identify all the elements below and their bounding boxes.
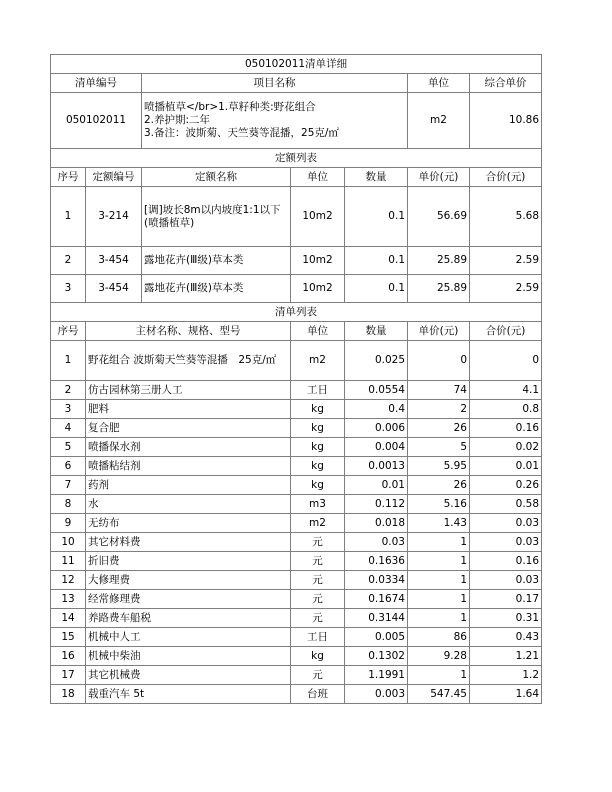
material-total: 4.1: [470, 381, 542, 400]
quota-code: 3-454: [86, 275, 142, 303]
material-name: 机械中人工: [86, 628, 291, 647]
quota-total: 2.59: [470, 247, 542, 275]
quota-header: 定额名称: [142, 168, 291, 187]
material-no: 11: [51, 552, 86, 571]
material-name: 其它机械费: [86, 666, 291, 685]
material-price: 5.16: [408, 495, 470, 514]
sheet-title: 050102011清单详细: [51, 55, 542, 74]
quota-no: 1: [51, 187, 86, 247]
quota-header: 数量: [345, 168, 408, 187]
material-row: [51, 628, 542, 647]
material-no: 16: [51, 647, 86, 666]
material-total: 0.31: [470, 609, 542, 628]
quota-unit: 10m2: [291, 247, 345, 275]
material-price: 1: [408, 552, 470, 571]
material-unit: m2: [291, 514, 345, 533]
quota-qty: 0.1: [345, 187, 408, 247]
quota-no: 3: [51, 275, 86, 303]
material-row: [51, 457, 542, 476]
quota-qty: 0.1: [345, 275, 408, 303]
material-row: [51, 666, 542, 685]
material-name: 喷播保水剂: [86, 438, 291, 457]
material-row: [51, 438, 542, 457]
material-unit: 元: [291, 609, 345, 628]
material-unit: kg: [291, 419, 345, 438]
material-unit: m3: [291, 495, 345, 514]
material-name: 大修理费: [86, 571, 291, 590]
material-name: 复合肥: [86, 419, 291, 438]
material-qty: 1.1991: [345, 666, 408, 685]
material-qty: 0.03: [345, 533, 408, 552]
quota-name: [调]坡长8m以内坡度1:1以下(喷播植草): [142, 187, 291, 247]
material-qty: 0.003: [345, 685, 408, 704]
item-price: 10.86: [470, 93, 542, 149]
material-total: 0.26: [470, 476, 542, 495]
material-name: 无纺布: [86, 514, 291, 533]
material-name: 喷播粘结剂: [86, 457, 291, 476]
material-unit: 元: [291, 666, 345, 685]
material-unit: 元: [291, 552, 345, 571]
material-total: 1.21: [470, 647, 542, 666]
material-unit: m2: [291, 341, 345, 381]
material-row: [51, 552, 542, 571]
material-no: 17: [51, 666, 86, 685]
item-code: 050102011: [51, 93, 142, 149]
material-header: 主材名称、规格、型号: [86, 322, 291, 341]
material-unit: kg: [291, 400, 345, 419]
item-name: [142, 93, 408, 149]
material-name: 载重汽车 5t: [86, 685, 291, 704]
material-no: 2: [51, 381, 86, 400]
material-price: 1: [408, 571, 470, 590]
quota-header: 序号: [51, 168, 86, 187]
material-no: 14: [51, 609, 86, 628]
material-unit: 工日: [291, 381, 345, 400]
material-header: 单价(元): [408, 322, 470, 341]
material-qty: 0.0013: [345, 457, 408, 476]
material-total: 0.58: [470, 495, 542, 514]
material-price: 1.43: [408, 514, 470, 533]
material-total: 0.03: [470, 533, 542, 552]
material-price: 1: [408, 533, 470, 552]
material-price: 74: [408, 381, 470, 400]
material-row: [51, 400, 542, 419]
material-no: 3: [51, 400, 86, 419]
material-no: 4: [51, 419, 86, 438]
quota-header: 定额编号: [86, 168, 142, 187]
quota-section-title: 定额列表: [51, 149, 542, 168]
quota-price: 25.89: [408, 247, 470, 275]
material-no: 7: [51, 476, 86, 495]
quota-price: 56.69: [408, 187, 470, 247]
quota-price: 25.89: [408, 275, 470, 303]
quota-name: 露地花卉(Ⅲ级)草本类: [142, 247, 291, 275]
material-total: 0: [470, 341, 542, 381]
material-row: [51, 419, 542, 438]
material-name: 仿古园林第三册人工: [86, 381, 291, 400]
item-name-line: 喷播植草</br>1.草籽种类:野花组合: [144, 101, 316, 113]
material-qty: 0.01: [345, 476, 408, 495]
material-row: [51, 647, 542, 666]
material-unit: kg: [291, 457, 345, 476]
item-unit: m2: [408, 93, 470, 149]
material-name: 折旧费: [86, 552, 291, 571]
material-name: 其它材料费: [86, 533, 291, 552]
material-row: [51, 495, 542, 514]
material-no: 10: [51, 533, 86, 552]
material-total: 0.8: [470, 400, 542, 419]
material-no: 15: [51, 628, 86, 647]
material-qty: 0.004: [345, 438, 408, 457]
material-total: 0.03: [470, 571, 542, 590]
material-name: 养路费车船税: [86, 609, 291, 628]
material-qty: 0.1674: [345, 590, 408, 609]
material-no: 9: [51, 514, 86, 533]
material-unit: 元: [291, 533, 345, 552]
material-price: 2: [408, 400, 470, 419]
quota-unit: 10m2: [291, 187, 345, 247]
material-header: 单位: [291, 322, 345, 341]
material-row: [51, 571, 542, 590]
material-unit: kg: [291, 647, 345, 666]
material-name: 经常修理费: [86, 590, 291, 609]
material-price: 1: [408, 590, 470, 609]
material-price: 0: [408, 341, 470, 381]
material-qty: 0.0554: [345, 381, 408, 400]
material-row: [51, 533, 542, 552]
material-total: 1.2: [470, 666, 542, 685]
material-section-title: 清单列表: [51, 303, 542, 322]
material-unit: 工日: [291, 628, 345, 647]
material-no: 5: [51, 438, 86, 457]
quota-total: 5.68: [470, 187, 542, 247]
material-price: 547.45: [408, 685, 470, 704]
material-total: 0.01: [470, 457, 542, 476]
material-total: 0.03: [470, 514, 542, 533]
quota-header: 合价(元): [470, 168, 542, 187]
material-price: 1: [408, 609, 470, 628]
material-unit: 元: [291, 571, 345, 590]
quota-code: 3-454: [86, 247, 142, 275]
material-qty: 0.018: [345, 514, 408, 533]
material-no: 13: [51, 590, 86, 609]
item-name-line: 2.养护期:二年: [144, 114, 211, 126]
material-total: 0.16: [470, 419, 542, 438]
material-name: 野花组合 波斯菊天竺葵等混播 25克/㎡: [86, 341, 291, 381]
material-unit: 元: [291, 590, 345, 609]
material-qty: 0.1636: [345, 552, 408, 571]
quota-header: 单位: [291, 168, 345, 187]
material-total: 0.16: [470, 552, 542, 571]
material-price: 5: [408, 438, 470, 457]
material-row: [51, 476, 542, 495]
material-name: 肥料: [86, 400, 291, 419]
material-name: 机械中柴油: [86, 647, 291, 666]
material-qty: 0.112: [345, 495, 408, 514]
material-total: 0.02: [470, 438, 542, 457]
material-header: 数量: [345, 322, 408, 341]
material-qty: 0.3144: [345, 609, 408, 628]
material-header: 序号: [51, 322, 86, 341]
quota-code: 3-214: [86, 187, 142, 247]
material-total: 0.43: [470, 628, 542, 647]
material-qty: 0.4: [345, 400, 408, 419]
material-price: 9.28: [408, 647, 470, 666]
material-total: 0.17: [470, 590, 542, 609]
material-row: [51, 609, 542, 628]
material-header: 合价(元): [470, 322, 542, 341]
material-no: 12: [51, 571, 86, 590]
material-unit: kg: [291, 438, 345, 457]
material-unit: 台班: [291, 685, 345, 704]
header-code: 清单编号: [51, 74, 142, 93]
material-row: [51, 341, 542, 381]
material-total: 1.64: [470, 685, 542, 704]
material-no: 8: [51, 495, 86, 514]
material-no: 18: [51, 685, 86, 704]
material-no: 6: [51, 457, 86, 476]
material-price: 5.95: [408, 457, 470, 476]
material-row: [51, 381, 542, 400]
detail-table: [50, 54, 542, 704]
quota-no: 2: [51, 247, 86, 275]
material-name: 药剂: [86, 476, 291, 495]
material-price: 1: [408, 666, 470, 685]
header-name: 项目名称: [142, 74, 408, 93]
quota-name: 露地花卉(Ⅲ级)草本类: [142, 275, 291, 303]
item-name-line: 3.备注：波斯菊、天竺葵等混播，25克/㎡: [144, 127, 339, 139]
material-qty: 0.006: [345, 419, 408, 438]
material-price: 86: [408, 628, 470, 647]
quota-qty: 0.1: [345, 247, 408, 275]
quota-header: 单价(元): [408, 168, 470, 187]
material-name: 水: [86, 495, 291, 514]
material-qty: 0.1302: [345, 647, 408, 666]
material-row: [51, 590, 542, 609]
material-price: 26: [408, 419, 470, 438]
material-price: 26: [408, 476, 470, 495]
header-unit: 单位: [408, 74, 470, 93]
quota-sheet: [50, 54, 541, 704]
quota-total: 2.59: [470, 275, 542, 303]
material-row: [51, 514, 542, 533]
quota-unit: 10m2: [291, 275, 345, 303]
material-no: 1: [51, 341, 86, 381]
material-unit: kg: [291, 476, 345, 495]
material-qty: 0.005: [345, 628, 408, 647]
material-row: [51, 685, 542, 704]
header-price: 综合单价: [470, 74, 542, 93]
material-qty: 0.0334: [345, 571, 408, 590]
material-qty: 0.025: [345, 341, 408, 381]
